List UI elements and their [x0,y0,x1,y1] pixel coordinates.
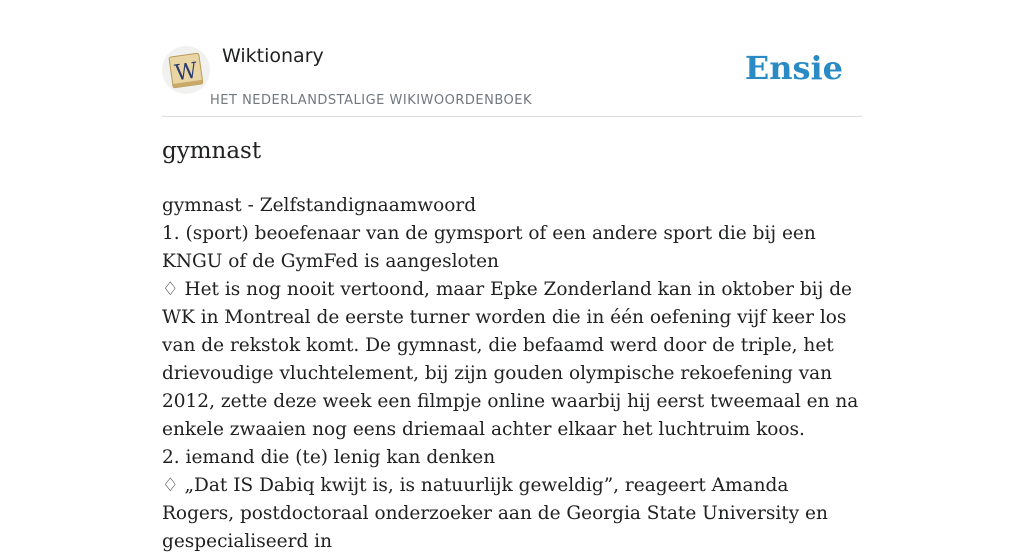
definition-2: 2. iemand die (te) lenig kan denken [162,447,496,468]
entry-heading-line: gymnast - Zelfstandignaamwoord [162,195,477,216]
example-2: ♢ „Dat IS Dabiq kwijt is, is natuurlijk geweldig”, reageert Amanda Rogers, postdoctoraal onderzoeker aan de Georgia State University en gespecialiseerd in [162,475,828,552]
wiktionary-logo-icon[interactable] [162,46,210,94]
entry-content [162,192,862,556]
site-name[interactable]: Wiktionary [222,45,324,67]
logo-letter: W [173,58,200,87]
ensie-brand-link[interactable]: Ensie [744,49,843,87]
definition-1: 1. (sport) beoefenaar van de gymsport of een andere sport die bij een KNGU of de GymFed is aangesloten [162,223,816,272]
site-header [162,0,862,117]
site-tagline: HET NEDERLANDSTALIGE WIKIWOORDENBOEK [210,93,533,108]
page-title: gymnast [162,138,262,164]
example-1: ♢ Het is nog nooit vertoond, maar Epke Zonderland kan in oktober bij de WK in Montreal de eerste turner worden die in één oefening vijf keer los van de rekstok komt. De gymnast, die befaamd werd door de triple, het drievoudige vluchtelement, bij zijn gouden olympische rekoefening van 2012, zette deze week een filmpje online waarbij hij eerst tweemaal en na enkele zwaaien nog eens driemaal achter elkaar het luchtruim koos. [162,279,859,440]
